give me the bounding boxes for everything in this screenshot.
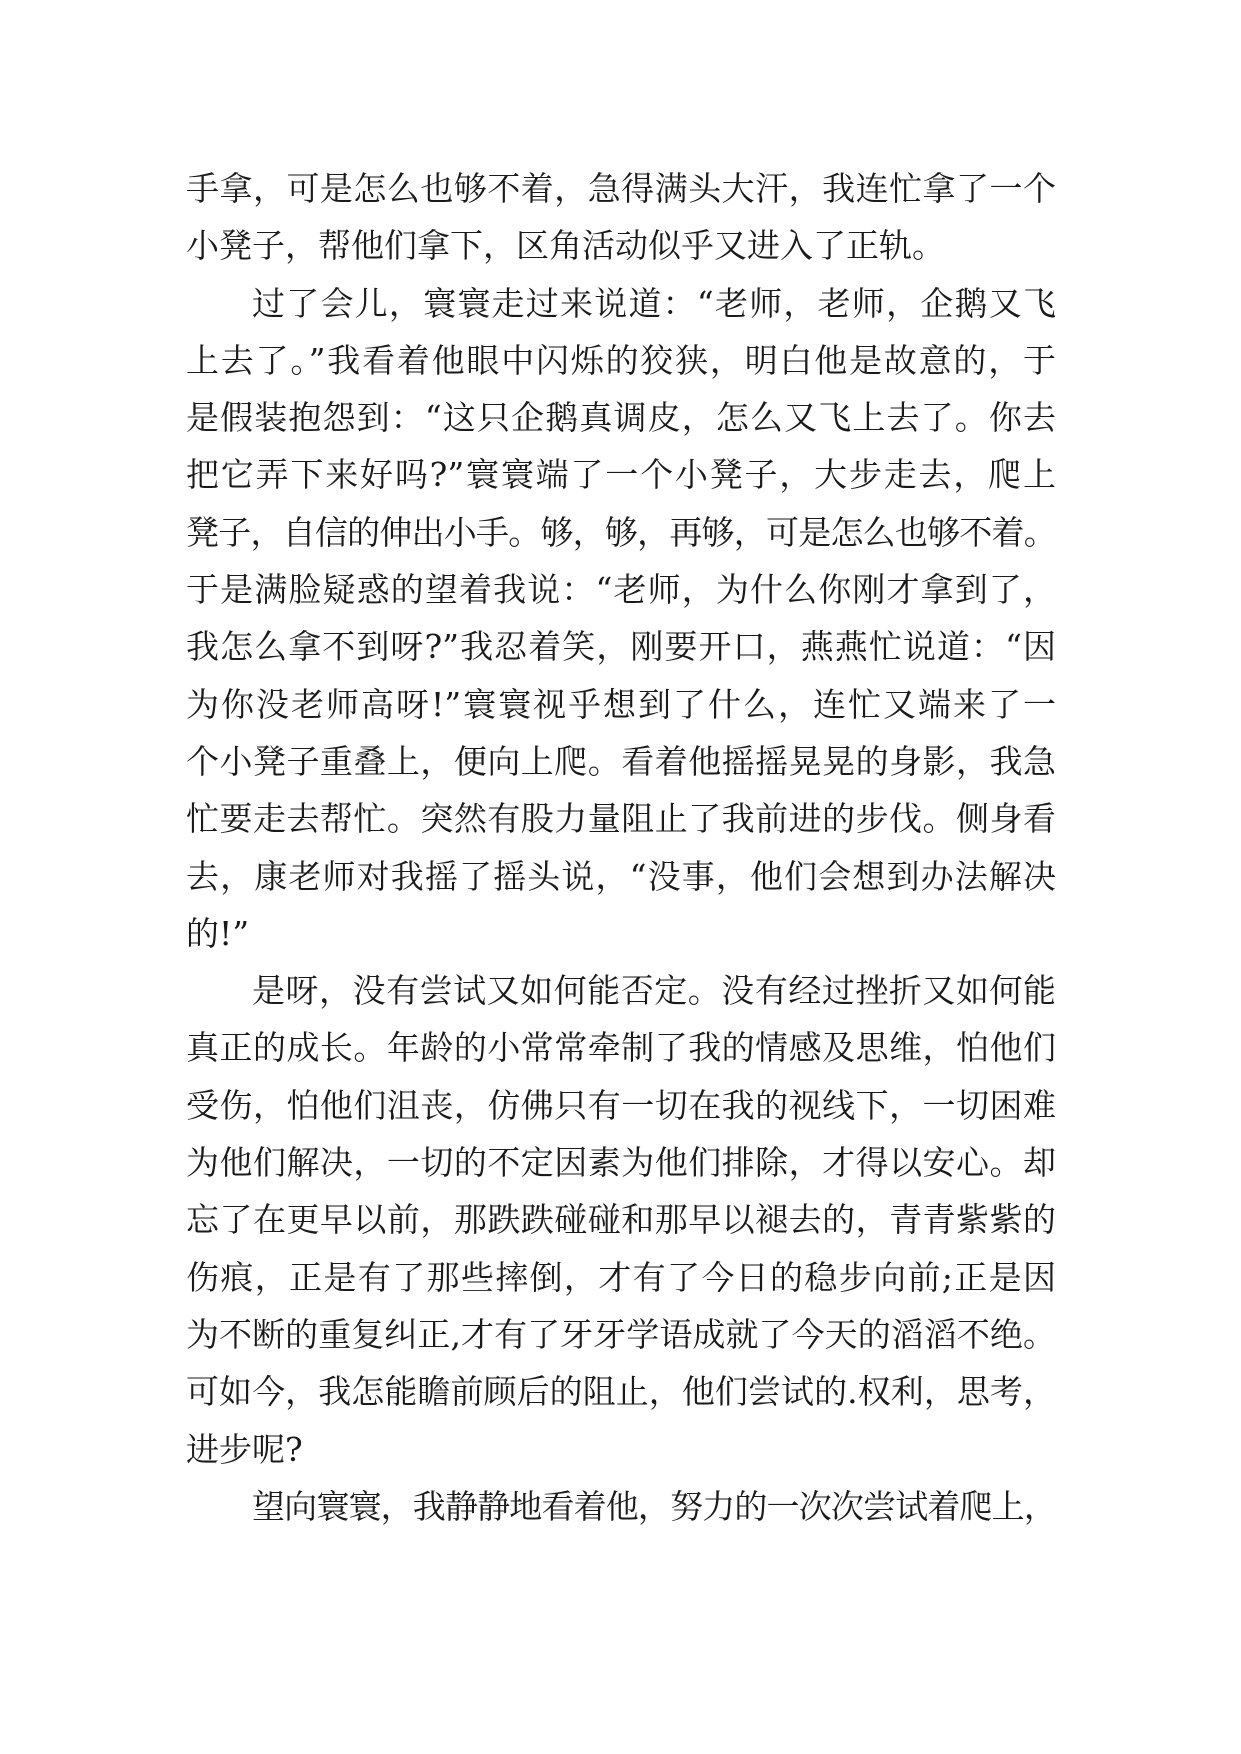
- text-line: 于是满脸疑惑的望着我说：“老师，为什么你刚才拿到了，: [186, 570, 1056, 610]
- text-line: 忘了在更早以前，那跌跌碰碰和那早以褪去的，青青紫紫的: [186, 1200, 1056, 1240]
- text-line: 伤痕，正是有了那些摔倒，才有了今日的稳步向前;正是因: [186, 1257, 1056, 1297]
- text-line: 为不断的重复纠正,才有了牙牙学语成就了今天的滔滔不绝。: [186, 1314, 1056, 1354]
- text-line: 手拿，可是怎么也够不着，急得满头大汗，我连忙拿了一个: [186, 169, 1056, 208]
- text-line: 真正的成长。年龄的小常常牵制了我的情感及思维，怕他们: [186, 1028, 1056, 1068]
- text-line: 为他们解决，一切的不定因素为他们排除，才得以安心。却: [186, 1143, 1056, 1183]
- text-line: 望向寰寰，我静静地看着他，努力的一次次尝试着爬上，: [252, 1486, 1057, 1526]
- text-line: 过了会儿，寰寰走过来说道：“老师，老师，企鹅又飞: [252, 283, 1056, 323]
- text-line: 是假装抱怨到：“这只企鹅真调皮，怎么又飞上去了。你去: [186, 398, 1056, 438]
- text-line: 的!”: [186, 913, 250, 953]
- text-line: 为你没老师高呀!”寰寰视乎想到了什么，连忙又端来了一: [186, 684, 1056, 724]
- text-line: 我怎么拿不到呀?”我忍着笑，刚要开口，燕燕忙说道：“因: [186, 627, 1056, 667]
- text-line: 受伤，怕他们沮丧，仿佛只有一切在我的视线下，一切困难: [186, 1085, 1056, 1125]
- text-line: 可如今，我怎能瞻前顾后的阻止，他们尝试的.权利，思考，: [186, 1372, 1056, 1412]
- text-line: 进步呢?: [186, 1429, 303, 1469]
- text-line: 上去了。”我看着他眼中闪烁的狡狭，明白他是故意的，于: [186, 340, 1056, 380]
- text-line: 把它弄下来好吗?”寰寰端了一个小凳子，大步走去，爬上: [186, 455, 1056, 495]
- body-text: [186, 160, 1056, 1535]
- text-line: 个小凳子重叠上，便向上爬。看着他摇摇晃晃的身影，我急: [186, 741, 1056, 781]
- text-line: 小凳子，帮他们拿下，区角活动似乎又进入了正轨。: [186, 226, 945, 266]
- text-line: 去，康老师对我摇了摇头说，“没事，他们会想到办法解决: [186, 856, 1056, 896]
- text-line: 忙要走去帮忙。突然有股力量阻止了我前进的步伐。侧身看: [186, 799, 1056, 839]
- text-line: 凳子，自信的伸出小手。够，够，再够，可是怎么也够不着。: [186, 512, 1057, 552]
- text-line: 是呀，没有尝试又如何能否定。没有经过挫折又如何能: [252, 971, 1056, 1011]
